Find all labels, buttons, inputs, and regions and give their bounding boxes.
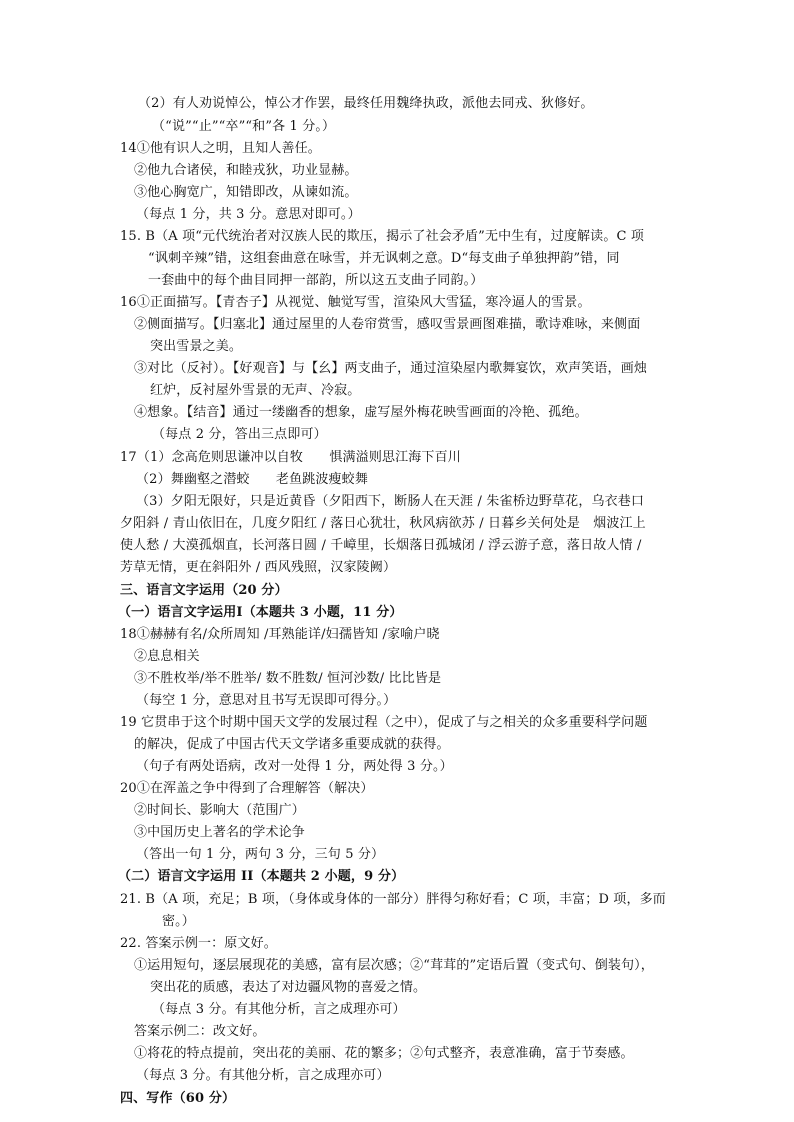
text-line: 16①正面描写。【青杏子】从视觉、触觉写雪，渲染风大雪猛，寒冷逼人的雪景。 <box>120 295 591 310</box>
text-line: 15. B（A 项“元代统治者对汉族人民的欺压，揭示了社会矛盾”无中生有，过度解读。C 项 <box>120 229 645 244</box>
text-line: （答出一句 1 分，两句 3 分，三句 5 分） <box>136 847 385 862</box>
text-line: 芳草无情，更在斜阳外 / 西风残照，汉家陵阙） <box>120 560 397 575</box>
section-heading: 四、写作（60 分） <box>120 1091 236 1106</box>
text-line: 突出雪景之美。 <box>150 339 243 354</box>
text-line: （每点 3 分。有其他分析，言之成理亦可） <box>152 1002 406 1017</box>
text-line: 20①在浑盖之争中得到了合理解答（解决） <box>120 781 374 796</box>
text-line: ②他九合诸侯，和睦戎狄，功业显赫。 <box>134 163 358 178</box>
text-line: 密。） <box>162 914 195 929</box>
text-line: （3）夕阳无限好，只是近黄昏（夕阳西下，断肠人在天涯 / 朱雀桥边野草花，乌衣巷口 <box>136 494 645 509</box>
text-line: （2）舞幽壑之潜蛟 老鱼跳波瘦蛟舞 <box>136 472 368 487</box>
text-line: 22. 答案示例一：原文好。 <box>120 936 277 951</box>
text-line: 的解决，促成了中国古代天文学诸多重要成就的获得。 <box>134 737 450 752</box>
text-line: “讽刺辛辣”错，这组套曲意在咏雪，并无讽刺之意。D“每支曲子单独押韵”错，同 <box>148 251 620 266</box>
text-line: 使人愁 / 大漠孤烟直，长河落日圆 / 千嶂里，长烟落日孤城闭 / 浮云游子意，落日故人情 / <box>120 538 642 553</box>
section-heading: 三、语言文字运用（20 分） <box>120 583 288 598</box>
text-line: 夕阳斜 / 青山依旧在，几度夕阳红 / 落日心犹壮，秋风病欲苏 / 日暮乡关何处是 烟波江上 <box>120 516 646 531</box>
subsection-heading: （一）语言文字运用Ⅰ（本题共 3 小题，11 分） <box>118 605 403 620</box>
text-line: （每点 3 分。有其他分析，言之成理亦可） <box>136 1068 390 1083</box>
text-line: ③不胜枚举/举不胜举/ 数不胜数/ 恒河沙数/ 比比皆是 <box>134 671 442 686</box>
text-line: ①将花的特点提前，突出花的美丽、花的繁多；②句式整齐，表意准确，富于节奏感。 <box>134 1046 634 1061</box>
text-line: 一套曲中的每个曲目同押一部韵，所以这五支曲子同韵。） <box>148 273 484 288</box>
text-line: 答案示例二：改文好。 <box>134 1024 266 1039</box>
text-line: （每点 2 分，答出三点即可） <box>152 427 327 442</box>
text-line: ③他心胸宽广，知错即改，从谏如流。 <box>134 185 358 200</box>
text-line: ③对比（反衬）。【好观音】与【幺】两支曲子，通过渲染屋内歌舞宴饮，欢声笑语，画烛 <box>134 361 648 376</box>
text-line: （“说”“止”“卒”“和”各 1 分。） <box>152 119 336 134</box>
text-line: 19 它贯串于这个时期中国天文学的发展过程（之中），促成了与之相关的众多重要科学问题 <box>120 715 648 730</box>
text-line: ①运用短句，逐层展现花的美感，富有层次感；②“茸茸的”定语后置（变式句、倒装句）， <box>134 958 654 973</box>
text-line: （每点 1 分，共 3 分。意思对即可。） <box>136 207 361 222</box>
text-line: ②时间长、影响大（范围广） <box>134 803 305 818</box>
text-line: （句子有两处语病，改对一处得 1 分，两处得 3 分。） <box>136 759 453 774</box>
text-line: 21. B（A 项，充足；B 项，（身体或身体的一部分）胖得匀称好看；C 项，丰富；D 项，多而 <box>120 892 666 907</box>
text-line: 18①赫赫有名/众所周知 /耳熟能详/妇孺皆知 /家喻户晓 <box>120 627 440 642</box>
text-line: ②息息相关 <box>134 649 200 664</box>
text-line: （2）有人劝说悼公，悼公才作罢，最终任用魏绛执政，派他去同戎、狄修好。 <box>138 96 594 111</box>
subsection-heading: （二）语言文字运用 II（本题共 2 小题，9 分） <box>118 869 405 884</box>
text-line: 突出花的质感，表达了对边疆风物的喜爱之情。 <box>150 980 427 995</box>
text-line: ④想象。【结音】通过一缕幽香的想象，虚写屋外梅花映雪画面的冷艳、孤绝。 <box>134 405 588 420</box>
text-line: （每空 1 分，意思对且书写无误即可得分。） <box>136 693 397 708</box>
text-line: 红炉，反衬屋外雪景的无声、冷寂。 <box>150 383 361 398</box>
text-line: 14①他有识人之明，且知人善任。 <box>120 141 321 156</box>
text-line: ②侧面描写。【归塞北】通过屋里的人卷帘赏雪，感叹雪景画图难描，歌诗难咏，来侧面 <box>134 317 641 332</box>
text-line: 17（1）念高危则思谦冲以自牧 惧满溢则思江海下百川 <box>120 450 461 465</box>
text-line: ③中国历史上著名的学术论争 <box>134 825 305 840</box>
